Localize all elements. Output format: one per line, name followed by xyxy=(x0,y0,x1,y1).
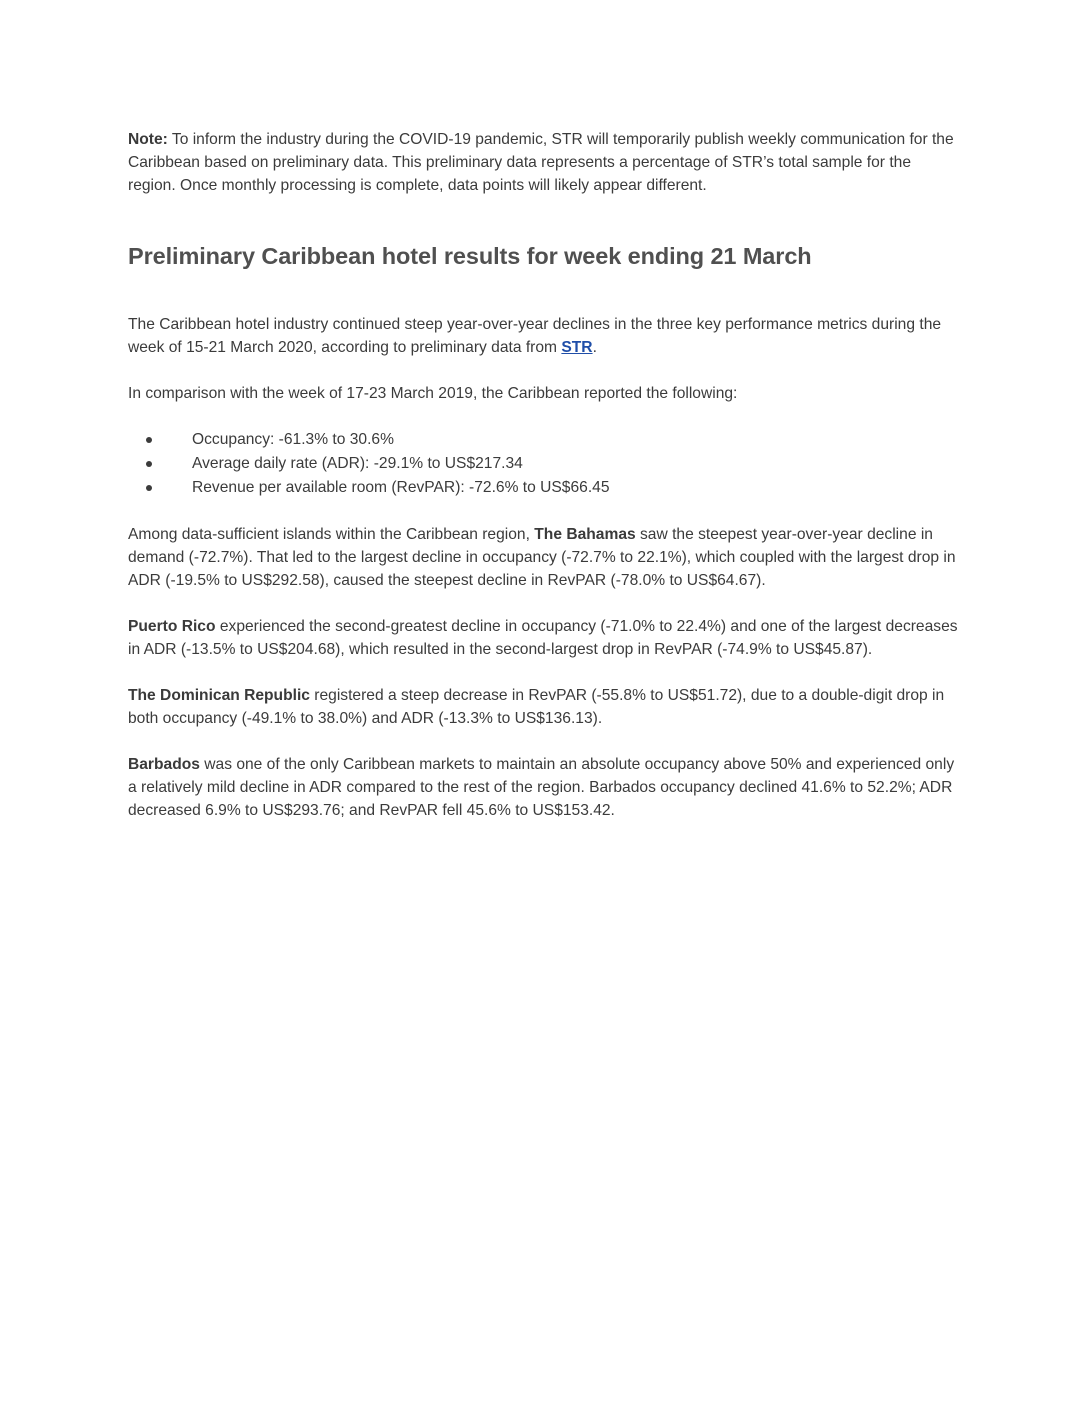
puerto-rico-paragraph xyxy=(128,615,958,661)
bullet-icon xyxy=(146,461,152,467)
bahamas-name: The Bahamas xyxy=(534,526,636,543)
metric-adr: Average daily rate (ADR): -29.1% to US$217.34 xyxy=(192,455,523,472)
note-label: Note: xyxy=(128,131,168,148)
note-text: To inform the industry during the COVID-19 pandemic, STR will temporarily publish weekly communication for the Caribbean based on preliminary data. This preliminary data represents a percentage of STR’s total sample for the region. Once monthly processing is complete, data points will likely appear different. xyxy=(128,131,954,194)
list-item xyxy=(128,428,958,452)
barbados-text: was one of the only Caribbean markets to maintain an absolute occupancy above 50% and experienced only a relatively mild decline in ADR compared to the rest of the region. Barbados occupancy declined 41.6% to 52.2%; ADR decreased 6.9% to US$293.76; and RevPAR fell 45.6% to US$153.42. xyxy=(128,756,955,819)
bullet-icon xyxy=(146,485,152,491)
list-item xyxy=(128,476,958,500)
intro-text: The Caribbean hotel industry continued steep year-over-year declines in the three key performance metrics during the week of 15-21 March 2020, according to preliminary data from xyxy=(128,316,942,356)
bullet-icon xyxy=(146,437,152,443)
barbados-paragraph xyxy=(128,753,958,822)
metrics-list xyxy=(128,428,958,500)
note-paragraph xyxy=(128,128,958,197)
dominican-paragraph xyxy=(128,684,958,730)
document-page xyxy=(128,128,958,845)
page-title: Preliminary Caribbean hotel results for week ending 21 March xyxy=(128,243,812,269)
dominican-name: The Dominican Republic xyxy=(128,687,310,704)
bahamas-lead: Among data-sufficient islands within the Caribbean region, xyxy=(128,526,535,543)
bahamas-paragraph xyxy=(128,523,958,592)
comparison-paragraph: In comparison with the week of 17-23 March 2019, the Caribbean reported the following: xyxy=(128,385,738,402)
puerto-rico-text: experienced the second-greatest decline in occupancy (-71.0% to 22.4%) and one of the largest decreases in ADR (-13.5% to US$204.68), which resulted in the second-largest drop in RevPAR (-74.9% to US$45.87). xyxy=(128,618,958,658)
metric-occupancy: Occupancy: -61.3% to 30.6% xyxy=(192,431,394,448)
bahamas-text: saw the steepest year-over-year decline in demand (-72.7%). That led to the largest decline in occupancy (-72.7% to 22.1%), which coupled with the largest drop in ADR (-19.5% to US$292.58), caused the steepest decline in RevPAR (-78.0% to US$64.67). xyxy=(128,526,956,589)
barbados-name: Barbados xyxy=(128,756,200,773)
intro-paragraph xyxy=(128,313,958,359)
dominican-text: registered a steep decrease in RevPAR (-55.8% to US$51.72), due to a double-digit drop in both occupancy (-49.1% to 38.0%) and ADR (-13.3% to US$136.13). xyxy=(128,687,945,727)
puerto-rico-name: Puerto Rico xyxy=(128,618,216,635)
str-link[interactable]: STR xyxy=(561,339,593,356)
list-item xyxy=(128,452,958,476)
intro-text-end: . xyxy=(592,339,597,356)
metric-revpar: Revenue per available room (RevPAR): -72.6% to US$66.45 xyxy=(192,479,610,496)
